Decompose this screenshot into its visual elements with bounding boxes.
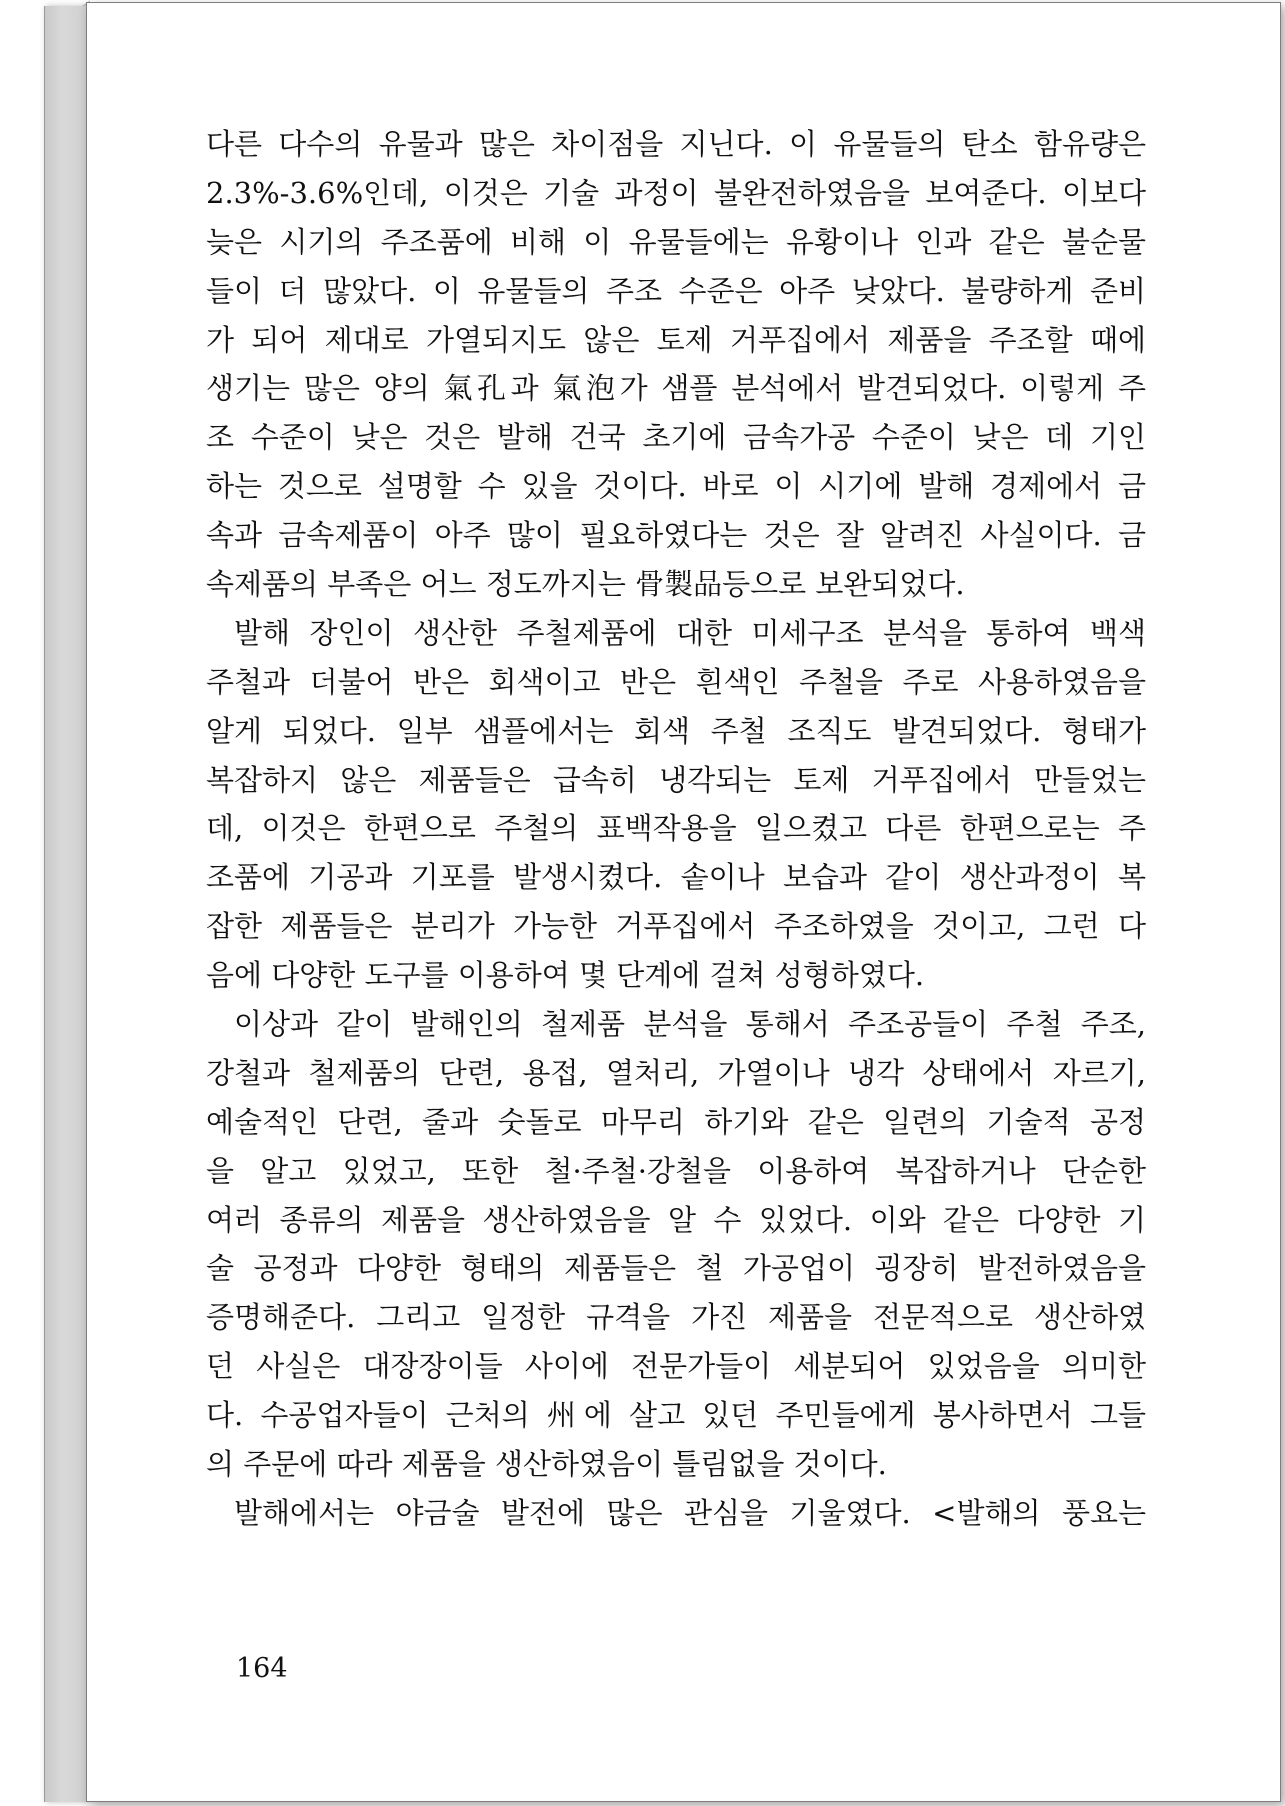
text-line: 데, 이것은 한편으로 주철의 표백작용을 일으켰고 다른 한편으로는 주 [206,811,1146,846]
text-line: 을 알고 있었고, 또한 철·주철·강철을 이용하여 복잡하거나 단순한 [206,1153,1146,1188]
text-line: 증명해준다. 그리고 일정한 규격을 가진 제품을 전문적으로 생산하였 [206,1300,1146,1335]
text-line: 예술적인 단련, 줄과 숫돌로 마무리 하기와 같은 일련의 기술적 공정 [206,1104,1146,1139]
text-line: 2.3%-3.6%인데, 이것은 기술 과정이 불완전하였음을 보여준다. 이보다 [206,175,1146,210]
text-line: 조 수준이 낮은 것은 발해 건국 초기에 금속가공 수준이 낮은 데 기인 [206,420,1146,455]
text-line: 강철과 철제품의 단련, 용접, 열처리, 가열이나 냉각 상태에서 자르기, [206,1055,1146,1090]
text-line: 잡한 제품들은 분리가 가능한 거푸집에서 주조하였을 것이고, 그런 다 [206,909,1146,944]
text-line: 가 되어 제대로 가열되지도 않은 토제 거푸집에서 제품을 주조할 때에 [206,322,1146,357]
text-line: 하는 것으로 설명할 수 있을 것이다. 바로 이 시기에 발해 경제에서 금 [206,469,1146,504]
text-line: 발해에서는 야금술 발전에 많은 관심을 기울였다. <발해의 풍요는 [234,1495,1146,1530]
text-line: 여러 종류의 제품을 생산하였음을 알 수 있었다. 이와 같은 다양한 기 [206,1202,1146,1237]
text-line: 던 사실은 대장장이들 사이에 전문가들이 세분되어 있었음을 의미한 [206,1349,1146,1384]
text-line: 속제품의 부족은 어느 정도까지는 骨製品등으로 보완되었다. [206,567,965,602]
text-line: 들이 더 많았다. 이 유물들의 주조 수준은 아주 낮았다. 불량하게 준비 [206,273,1146,308]
text-line: 음에 다양한 도구를 이용하여 몇 단계에 걸쳐 성형하였다. [206,958,925,993]
body-text [206,120,1146,1538]
text-line: 복잡하지 않은 제품들은 급속히 냉각되는 토제 거푸집에서 만들었는 [206,762,1146,797]
text-line: 발해 장인이 생산한 주철제품에 대한 미세구조 분석을 통하여 백색 [234,615,1146,650]
book-spine [44,6,88,1802]
text-line: 알게 되었다. 일부 샘플에서는 회색 주철 조직도 발견되었다. 형태가 [206,713,1146,748]
text-line: 조품에 기공과 기포를 발생시켰다. 솥이나 보습과 같이 생산과정이 복 [206,860,1146,895]
page-number: 164 [236,1653,288,1684]
text-line: 주철과 더불어 반은 회색이고 반은 흰색인 주철을 주로 사용하였음을 [206,664,1146,699]
text-line: 속과 금속제품이 아주 많이 필요하였다는 것은 잘 알려진 사실이다. 금 [206,518,1146,553]
text-line: 다. 수공업자들이 근처의 州에 살고 있던 주민들에게 봉사하면서 그들 [206,1398,1146,1433]
text-line: 의 주문에 따라 제품을 생산하였음이 틀림없을 것이다. [206,1447,887,1482]
text-line: 술 공정과 다양한 형태의 제품들은 철 가공업이 굉장히 발전하였음을 [206,1251,1146,1286]
text-line: 이상과 같이 발해인의 철제품 분석을 통해서 주조공들이 주철 주조, [234,1007,1146,1042]
text-line: 늦은 시기의 주조품에 비해 이 유물들에는 유황이나 인과 같은 불순물 [206,224,1146,259]
text-line: 다른 다수의 유물과 많은 차이점을 지닌다. 이 유물들의 탄소 함유량은 [206,127,1146,161]
text-line: 생기는 많은 양의 氣孔과 氣泡가 샘플 분석에서 발견되었다. 이렇게 주 [206,371,1146,406]
